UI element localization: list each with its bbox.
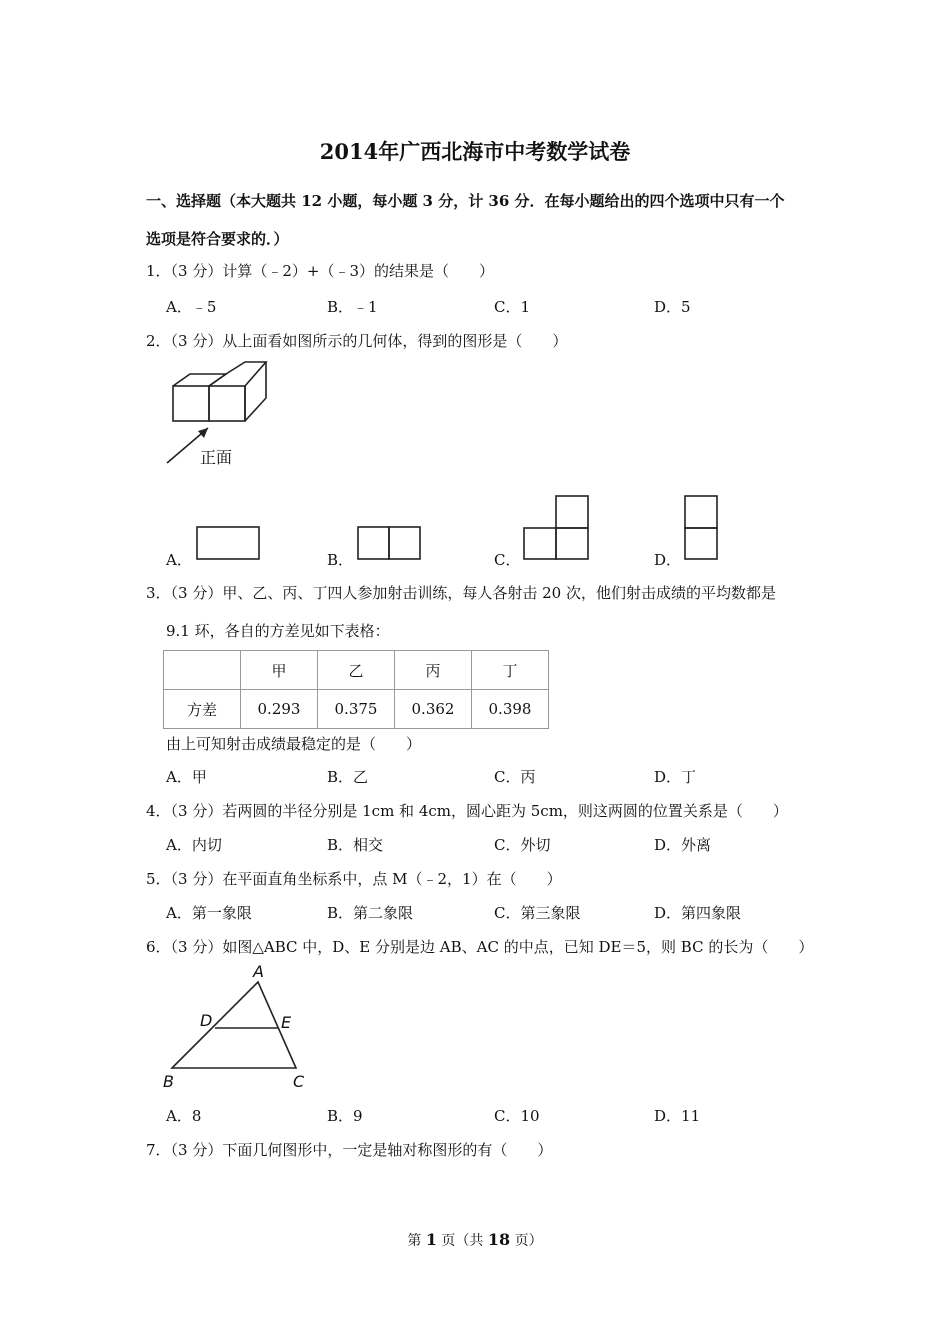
q4-option-c: C．外切 (494, 836, 551, 854)
q5-option-a: A．第一象限 (166, 904, 252, 922)
vertex-b-label: B (163, 1072, 174, 1091)
question-3-stem-line2: 9.1 环，各自的方差见如下表格： (166, 622, 390, 640)
cube-front-left (173, 386, 209, 421)
q1-option-b: B．﹣1 (327, 298, 378, 316)
table-header-cell: 乙 (318, 651, 395, 690)
q3-option-a: A．甲 (166, 768, 207, 786)
table-cell: 0.375 (318, 690, 395, 729)
table-cell: 方差 (164, 690, 241, 729)
q2-option-c-label: C． (494, 551, 521, 569)
q6-option-a: A．8 (166, 1107, 202, 1125)
table-header-row (164, 651, 549, 690)
q3-option-d: D．丁 (654, 768, 697, 786)
q5-option-b: B．第二象限 (327, 904, 414, 922)
table-header-cell: 丙 (395, 651, 472, 690)
question-6-stem: 6．（3 分）如图△ABC 中，D、E 分别是边 AB、AC 的中点，已知 DE＝5，则 BC 的长为（ ） (146, 938, 814, 956)
page-total: 18 (487, 1230, 511, 1249)
triangle-abc (172, 982, 296, 1068)
question-2-stem: 2．（3 分）从上面看如图所示的几何体，得到的图形是（ ） (146, 332, 568, 350)
section-heading-line2: 选项是符合要求的．） (146, 230, 289, 248)
q2-front-label: 正面 (200, 448, 233, 467)
question-3-followup: 由上可知射击成绩最稳定的是（ ） (166, 735, 422, 753)
q4-option-a: A．内切 (166, 836, 222, 854)
q6-option-b: B．9 (327, 1107, 363, 1125)
q2-option-c-figure (523, 495, 591, 563)
vertex-a-label: A (253, 962, 264, 981)
footer-text: 页） (510, 1233, 543, 1249)
q2-option-d-label: D． (654, 551, 682, 569)
q1-option-d: D．5 (654, 298, 691, 316)
question-5-stem: 5．（3 分）在平面直角坐标系中，点 M（﹣2，1）在（ ） (146, 870, 562, 888)
question-4-stem: 4．（3 分）若两圆的半径分别是 1cm 和 4cm，圆心距为 5cm，则这两圆的位置关系是（ ） (146, 802, 788, 820)
q2-option-b-figure (357, 526, 423, 562)
vertex-c-label: C (293, 1072, 305, 1091)
table-header-cell (164, 651, 241, 690)
variance-table (163, 650, 549, 729)
q6-triangle-figure (160, 962, 320, 1092)
q5-option-d: D．第四象限 (654, 904, 742, 922)
table-cell: 0.398 (472, 690, 549, 729)
page-title: 2014年广西北海市中考数学试卷 (319, 139, 631, 164)
q6-option-c: C．10 (494, 1107, 540, 1125)
question-1-stem: 1．（3 分）计算（﹣2）+（﹣3）的结果是（ ） (146, 262, 495, 280)
table-cell: 0.362 (395, 690, 472, 729)
q2-option-b-label: B． (327, 551, 354, 569)
table-header-cell: 甲 (241, 651, 318, 690)
vertex-d-label: D (200, 1011, 213, 1030)
table-header-cell: 丁 (472, 651, 549, 690)
question-7-stem: 7．（3 分）下面几何图形中，一定是轴对称图形的有（ ） (146, 1141, 553, 1159)
section-heading-line1: 一、选择题（本大题共 12 小题，每小题 3 分，计 36 分．在每小题给出的四个选项中只有一个 (146, 192, 785, 210)
q3-option-c: C．丙 (494, 768, 536, 786)
page-footer (0, 1230, 950, 1250)
q4-option-b: B．相交 (327, 836, 384, 854)
q2-option-a-label: A． (166, 551, 192, 569)
table-row (164, 690, 549, 729)
q1-option-c: C．1 (494, 298, 531, 316)
vertex-e-label: E (281, 1013, 292, 1032)
q2-option-d-figure (684, 495, 720, 563)
cube-front-right (209, 386, 245, 421)
q6-option-d: D．11 (654, 1107, 701, 1125)
footer-text: 页（共 (436, 1233, 488, 1249)
footer-text: 第 (407, 1233, 426, 1249)
q4-option-d: D．外离 (654, 836, 712, 854)
q3-option-b: B．乙 (327, 768, 369, 786)
page-number: 1 (425, 1230, 437, 1249)
question-3-stem-line1: 3．（3 分）甲、乙、丙、丁四人参加射击训练，每人各射击 20 次，他们射击成绩的平均数都是 (146, 584, 776, 602)
q5-option-c: C．第三象限 (494, 904, 581, 922)
q2-option-a-figure (196, 526, 262, 562)
q1-option-a: A．﹣5 (166, 298, 217, 316)
table-cell: 0.293 (241, 690, 318, 729)
